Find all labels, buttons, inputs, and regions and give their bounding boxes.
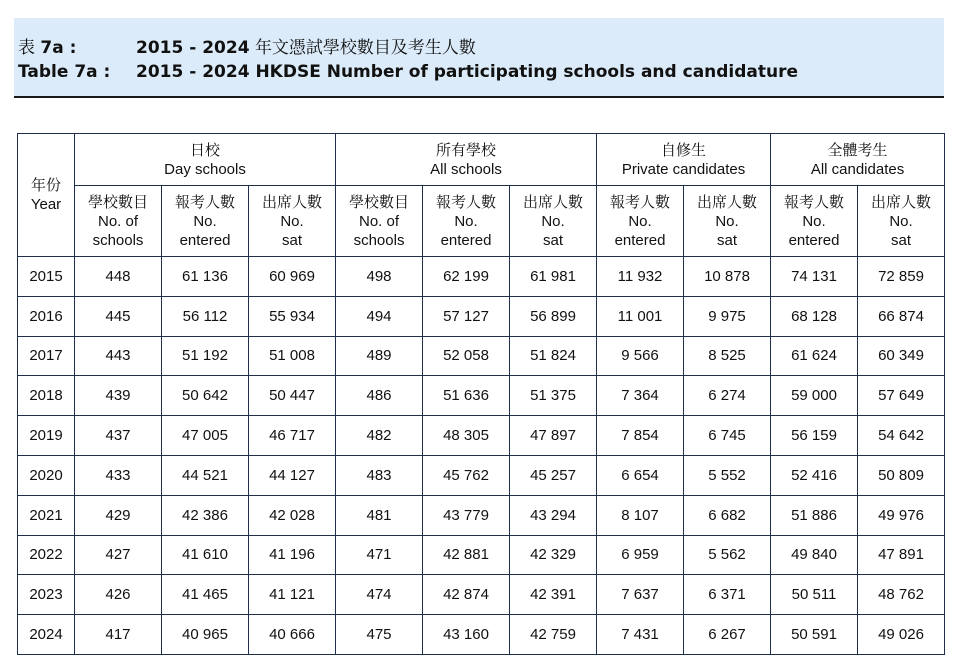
day-entered-cell: 61 136 [162, 257, 249, 297]
all-entered-cell: 45 762 [423, 455, 510, 495]
day-entered-cell: 41 465 [162, 575, 249, 615]
private-sat-cell: 6 267 [684, 615, 771, 655]
table-row [18, 336, 945, 376]
day-sat-cell: 41 121 [249, 575, 336, 615]
all-sat-cell: 47 897 [510, 416, 597, 456]
subheader-sat: 出席人數 No. sat [249, 186, 336, 257]
private-sat-cell: 6 745 [684, 416, 771, 456]
year-cell: 2024 [18, 615, 75, 655]
total-entered-cell: 51 886 [771, 495, 858, 535]
table-title-band [14, 18, 944, 98]
subheader-sat: 出席人數 No. sat [510, 186, 597, 257]
day-sat-cell: 40 666 [249, 615, 336, 655]
all-entered-cell: 52 058 [423, 336, 510, 376]
day-sat-cell: 55 934 [249, 296, 336, 336]
day-schools-count-cell: 433 [75, 455, 162, 495]
title-zh [18, 33, 476, 58]
all-schools-count-cell: 498 [336, 257, 423, 297]
year-cell: 2022 [18, 535, 75, 575]
private-sat-cell: 6 682 [684, 495, 771, 535]
table-row [18, 416, 945, 456]
table-row [18, 296, 945, 336]
all-sat-cell: 61 981 [510, 257, 597, 297]
all-sat-cell: 42 759 [510, 615, 597, 655]
all-sat-cell: 43 294 [510, 495, 597, 535]
day-schools-count-cell: 426 [75, 575, 162, 615]
all-sat-cell: 42 329 [510, 535, 597, 575]
total-entered-cell: 50 511 [771, 575, 858, 615]
subheader-sat: 出席人數 No. sat [858, 186, 945, 257]
all-entered-cell: 51 636 [423, 376, 510, 416]
day-schools-count-cell: 448 [75, 257, 162, 297]
subheader-entered: 報考人數 No. entered [771, 186, 858, 257]
all-schools-count-cell: 489 [336, 336, 423, 376]
private-sat-cell: 5 562 [684, 535, 771, 575]
private-entered-cell: 6 654 [597, 455, 684, 495]
private-entered-cell: 7 431 [597, 615, 684, 655]
private-sat-cell: 10 878 [684, 257, 771, 297]
day-entered-cell: 50 642 [162, 376, 249, 416]
total-sat-cell: 57 649 [858, 376, 945, 416]
table-row [18, 575, 945, 615]
all-entered-cell: 48 305 [423, 416, 510, 456]
private-sat-cell: 6 371 [684, 575, 771, 615]
total-entered-cell: 56 159 [771, 416, 858, 456]
day-entered-cell: 41 610 [162, 535, 249, 575]
all-sat-cell: 45 257 [510, 455, 597, 495]
all-schools-count-cell: 483 [336, 455, 423, 495]
year-cell: 2015 [18, 257, 75, 297]
day-entered-cell: 51 192 [162, 336, 249, 376]
all-schools-count-cell: 486 [336, 376, 423, 416]
subheader-schools: 學校數目 No. of schools [75, 186, 162, 257]
total-sat-cell: 60 349 [858, 336, 945, 376]
all-schools-count-cell: 471 [336, 535, 423, 575]
day-sat-cell: 51 008 [249, 336, 336, 376]
subheader-entered: 報考人數 No. entered [162, 186, 249, 257]
table-row [18, 535, 945, 575]
all-schools-count-cell: 482 [336, 416, 423, 456]
title-zh-number: 7a : [40, 38, 77, 58]
day-schools-count-cell: 417 [75, 615, 162, 655]
subheader-sat: 出席人數 No. sat [684, 186, 771, 257]
day-schools-count-cell: 443 [75, 336, 162, 376]
year-cell: 2020 [18, 455, 75, 495]
total-entered-cell: 50 591 [771, 615, 858, 655]
day-entered-cell: 44 521 [162, 455, 249, 495]
group-header-private-candidates: 自修生 Private candidates [597, 134, 771, 186]
all-schools-count-cell: 494 [336, 296, 423, 336]
total-sat-cell: 49 976 [858, 495, 945, 535]
private-entered-cell: 7 364 [597, 376, 684, 416]
total-sat-cell: 72 859 [858, 257, 945, 297]
title-en [18, 62, 798, 82]
day-schools-count-cell: 437 [75, 416, 162, 456]
all-sat-cell: 56 899 [510, 296, 597, 336]
private-entered-cell: 7 854 [597, 416, 684, 456]
year-cell: 2016 [18, 296, 75, 336]
total-entered-cell: 59 000 [771, 376, 858, 416]
day-schools-count-cell: 427 [75, 535, 162, 575]
total-sat-cell: 47 891 [858, 535, 945, 575]
private-entered-cell: 11 932 [597, 257, 684, 297]
title-zh-text: 年文憑試學校數目及考生人數 [254, 38, 476, 58]
all-entered-cell: 43 160 [423, 615, 510, 655]
day-entered-cell: 42 386 [162, 495, 249, 535]
title-en-label: Table 7a : [18, 62, 111, 82]
subheader-entered: 報考人數 No. entered [423, 186, 510, 257]
private-entered-cell: 6 959 [597, 535, 684, 575]
all-entered-cell: 57 127 [423, 296, 510, 336]
title-zh-range: 2015 - 2024 [136, 38, 250, 58]
day-sat-cell: 50 447 [249, 376, 336, 416]
total-sat-cell: 49 026 [858, 615, 945, 655]
day-sat-cell: 42 028 [249, 495, 336, 535]
table-row [18, 495, 945, 535]
all-sat-cell: 51 824 [510, 336, 597, 376]
day-sat-cell: 60 969 [249, 257, 336, 297]
table-row [18, 615, 945, 655]
subheader-entered: 報考人數 No. entered [597, 186, 684, 257]
all-entered-cell: 42 881 [423, 535, 510, 575]
day-sat-cell: 44 127 [249, 455, 336, 495]
private-entered-cell: 8 107 [597, 495, 684, 535]
all-schools-count-cell: 475 [336, 615, 423, 655]
total-sat-cell: 50 809 [858, 455, 945, 495]
private-sat-cell: 5 552 [684, 455, 771, 495]
year-cell: 2019 [18, 416, 75, 456]
year-cell: 2021 [18, 495, 75, 535]
all-entered-cell: 43 779 [423, 495, 510, 535]
all-schools-count-cell: 474 [336, 575, 423, 615]
day-sat-cell: 46 717 [249, 416, 336, 456]
year-cell: 2023 [18, 575, 75, 615]
day-schools-count-cell: 439 [75, 376, 162, 416]
day-entered-cell: 40 965 [162, 615, 249, 655]
day-schools-count-cell: 429 [75, 495, 162, 535]
all-schools-count-cell: 481 [336, 495, 423, 535]
table-row [18, 455, 945, 495]
subheader-schools: 學校數目 No. of schools [336, 186, 423, 257]
group-header-all-schools: 所有學校 All schools [336, 134, 597, 186]
day-sat-cell: 41 196 [249, 535, 336, 575]
table-body [18, 257, 945, 655]
year-cell: 2018 [18, 376, 75, 416]
total-entered-cell: 61 624 [771, 336, 858, 376]
table-row [18, 257, 945, 297]
private-sat-cell: 8 525 [684, 336, 771, 376]
total-sat-cell: 48 762 [858, 575, 945, 615]
private-sat-cell: 9 975 [684, 296, 771, 336]
group-header-all-candidates: 全體考生 All candidates [771, 134, 945, 186]
private-entered-cell: 7 637 [597, 575, 684, 615]
all-entered-cell: 62 199 [423, 257, 510, 297]
private-entered-cell: 11 001 [597, 296, 684, 336]
total-entered-cell: 74 131 [771, 257, 858, 297]
all-sat-cell: 51 375 [510, 376, 597, 416]
total-entered-cell: 52 416 [771, 455, 858, 495]
day-entered-cell: 56 112 [162, 296, 249, 336]
group-header-day-schools: 日校 Day schools [75, 134, 336, 186]
total-entered-cell: 49 840 [771, 535, 858, 575]
all-entered-cell: 42 874 [423, 575, 510, 615]
total-entered-cell: 68 128 [771, 296, 858, 336]
title-en-text: 2015 - 2024 HKDSE Number of participating schools and candidature [136, 62, 799, 82]
year-header: 年份 Year [18, 134, 75, 257]
total-sat-cell: 66 874 [858, 296, 945, 336]
schools-candidature-table [17, 133, 945, 655]
table-row [18, 376, 945, 416]
year-cell: 2017 [18, 336, 75, 376]
private-entered-cell: 9 566 [597, 336, 684, 376]
day-schools-count-cell: 445 [75, 296, 162, 336]
all-sat-cell: 42 391 [510, 575, 597, 615]
title-zh-prefix: 表 [18, 38, 41, 58]
private-sat-cell: 6 274 [684, 376, 771, 416]
day-entered-cell: 47 005 [162, 416, 249, 456]
total-sat-cell: 54 642 [858, 416, 945, 456]
